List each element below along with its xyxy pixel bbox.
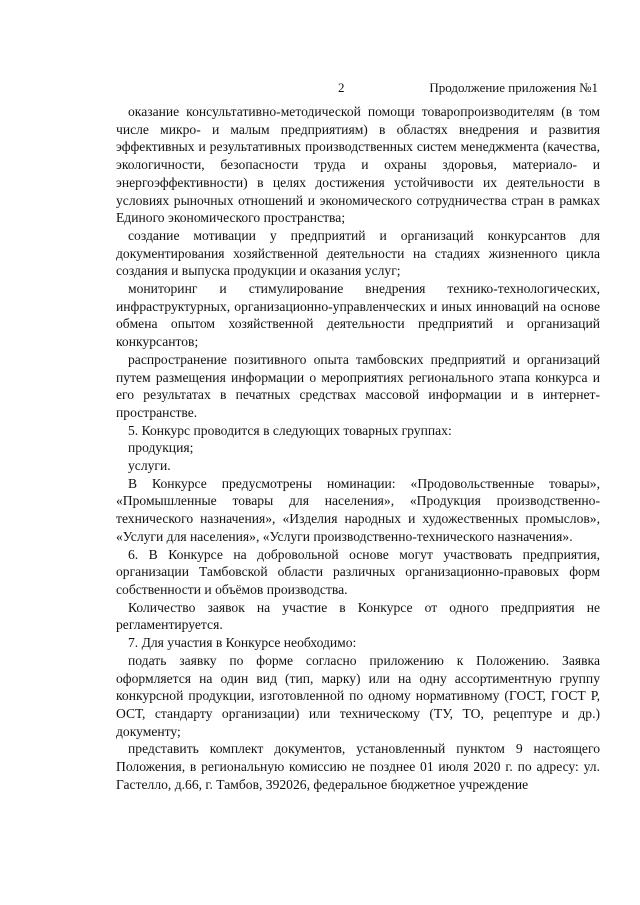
paragraph-item-6: 6. В Конкурсе на добровольной основе могут участвовать предприятия, организации Тамбовской области различных организационно-правовых форм собственности и объёмов производства. xyxy=(116,546,600,597)
paragraph-nominations: В Конкурсе предусмотрены номинации: «Продовольственные товары», «Промышленные товары для населения», «Продукция производственно-технического назначения», «Изделия народных и художественных промыслов», «Услуги для населения», «Услуги производственно-технического назначения». xyxy=(116,475,600,544)
paragraph-dissemination: распространение позитивного опыта тамбовских предприятий и организаций путем размещения информации о мероприятиях регионального этапа конкурса и его результатах в печатных средствах массовой информации и в интернет-пространстве. xyxy=(116,351,600,420)
paragraph-submit-application: подать заявку по форме согласно приложению к Положению. Заявка оформляется на один вид (тип, марку) или на одну ассортиментную группу конкурсной продукции, изготовленной по одному нормативному (ГОСТ, ГОСТ Р, ОСТ, стандарту организации) или техническому (ТУ, ТО, рецептуре и др.) документу; xyxy=(116,652,600,739)
paragraph-consulting: оказание консультативно-методической помощи товаропроизводителям (в том числе микро- и малым предприятиям) в областях внедрения и развития эффективных и результативных производственных систем менеджмента (качества, экологичности, безопасности труда и охраны здоровья, материало- и энергоэффективности) в целях достижения устойчивости их деятельности в условиях рыночных отношений и экономического сотрудничества стран в рамках Единого экономического пространства; xyxy=(116,104,600,226)
paragraph-services: услуги. xyxy=(128,458,171,474)
paragraph-item-5: 5. Конкурс проводится в следующих товарных группах: xyxy=(128,422,452,438)
paragraph-monitoring: мониторинг и стимулирование внедрения технико-технологических, инфраструктурных, организационно-управленческих и иных инноваций на основе обмена опытом хозяйственной деятельности предприятий и организаций конкурсантов; xyxy=(116,281,600,350)
paragraph-motivation: создание мотивации у предприятий и организаций конкурсантов для документирования хозяйственной деятельности на стадиях жизненного цикла создания и выпуска продукции и оказания услуг; xyxy=(116,227,600,279)
paragraph-item-7: 7. Для участия в Конкурсе необходимо: xyxy=(128,635,357,651)
annex-continuation-note: Продолжение приложения №1 xyxy=(429,80,598,95)
paragraph-products: продукция; xyxy=(128,440,194,456)
page-number: 2 xyxy=(338,80,345,95)
paragraph-applications-count: Количество заявок на участие в Конкурсе от одного предприятия не регламентируется. xyxy=(116,599,600,633)
page-header xyxy=(116,80,598,98)
document-body xyxy=(116,103,600,793)
paragraph-submit-documents: представить комплект документов, установленный пунктом 9 настоящего Положения, в региональную комиссию не позднее 01 июля 2020 г. по адресу: ул. Гастелло, д.66, г. Тамбов, 392026, федеральное бюджетное учреждение xyxy=(116,741,600,792)
